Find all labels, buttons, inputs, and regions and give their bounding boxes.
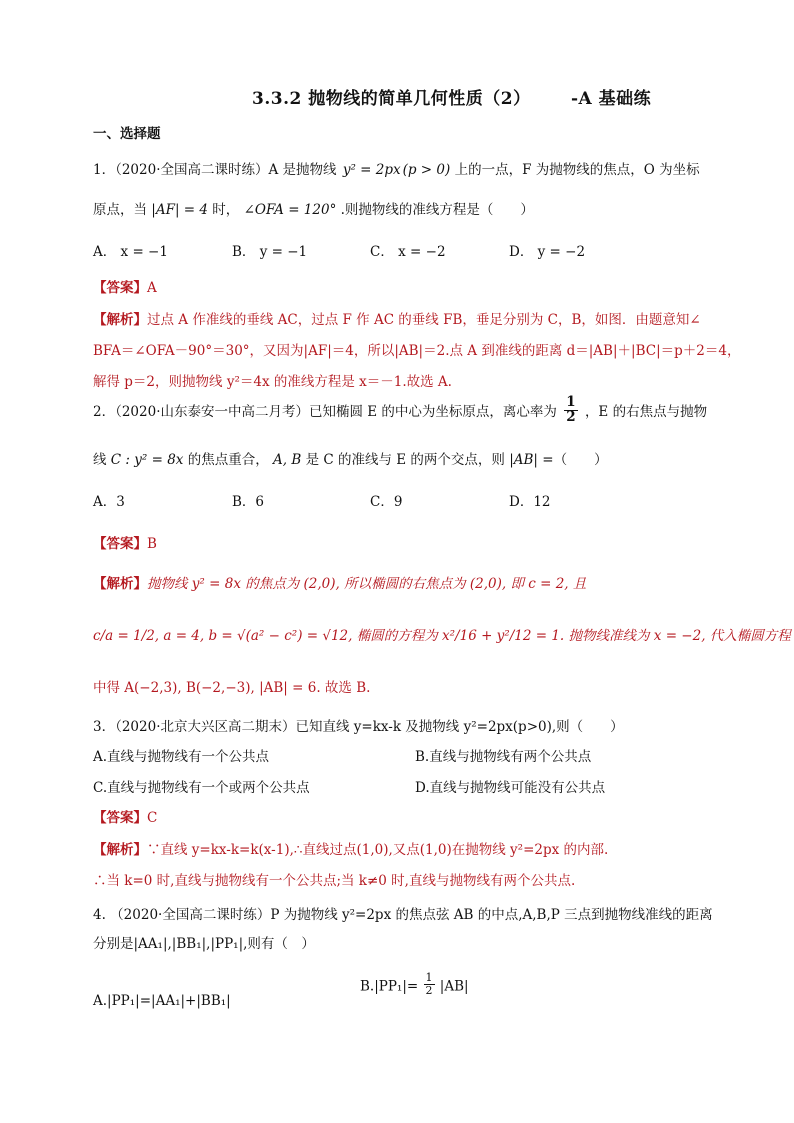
q3-analysis-label: 【解析】 (93, 842, 147, 858)
q1-analysis-label: 【解析】 (93, 312, 147, 328)
q3-analysis-line-1 (93, 838, 608, 858)
q2-line-1 (93, 396, 707, 424)
q1-angle: ∠OFA = 120° (243, 202, 337, 218)
q3-option-b: B.直线与抛物线有两个公共点 (415, 749, 592, 765)
q4-option-a: A.|PP₁|=|AA₁|+|BB₁| (93, 993, 231, 1009)
q1-option-d: D． y = −2 (509, 244, 586, 260)
q2-option-b: B．6 (232, 494, 265, 510)
q2-analysis-line-1 (93, 572, 586, 592)
q2-analysis-text-1: 抛物线 y² = 8x 的焦点为 (2,0), 所以椭圆的右焦点为 (2,0), 即 c = 2, 且 (147, 576, 587, 592)
q2-line2-b: 的焦点重合， (187, 452, 269, 468)
q4-option-b-post: |AB| (439, 978, 469, 995)
title-suffix: -A 基础练 (571, 89, 652, 109)
q1-analysis-text-1: 过点 A 作准线的垂线 AC，过点 F 作 AC 的垂线 FB，垂足分别为 C，B，如图．由题意知∠ (147, 312, 701, 328)
q1-answer-label: 【答案】 (93, 280, 147, 296)
q4-stem-line-1: 4. （2020·全国高二课时练）P 为抛物线 y²=2px 的焦点弦 AB 的中点,A,B,P 三点到抛物线准线的距离 (93, 907, 713, 923)
q2-analysis-label: 【解析】 (93, 576, 147, 592)
q1-stem-b: 上的一点，F 为抛物线的焦点，O 为坐标 (454, 162, 700, 178)
q1-option-a: A． x = −1 (93, 244, 168, 260)
q1-eq: y² = 2px (342, 162, 401, 178)
q1-line-1 (93, 158, 700, 178)
q4-option-b-num: 1 (425, 971, 433, 984)
page-title (252, 84, 651, 109)
q4-option-b (360, 971, 469, 997)
q1-analysis-line-3: 解得 p＝2，则抛物线 y²＝4x 的准线方程是 x＝－1.故选 A. (93, 374, 452, 390)
q1-line2-c: .则抛物线的准线方程是（ ） (340, 202, 534, 218)
q2-option-c: C．9 (370, 494, 403, 510)
q2-stem-b: ，E 的右焦点与抛物 (584, 404, 708, 420)
q1-line2-b: 时， (212, 202, 240, 218)
q1-line-2 (93, 198, 534, 218)
q4-option-b-fraction (424, 972, 435, 996)
q3-option-c: C.直线与抛物线有一个或两个公共点 (93, 780, 310, 796)
q2-answer (93, 532, 157, 552)
q2-line2-a: 线 (93, 452, 107, 468)
q2-option-a: A．3 (93, 494, 125, 510)
q2-option-d: D．12 (509, 494, 551, 510)
q1-cond: (p > 0) (402, 162, 451, 178)
q2-absab: |AB| (509, 452, 538, 468)
q1-analysis-line-1 (93, 308, 701, 328)
q2-parabola: C : y² = 8x (110, 452, 184, 468)
q2-analysis-line-3: 中得 A(−2,3), B(−2,−3), |AB| = 6. 故选 B. (93, 680, 371, 696)
title-main: 3.3.2 抛物线的简单几何性质（2） (252, 89, 531, 109)
q3-option-d: D.直线与抛物线可能没有公共点 (415, 780, 606, 796)
q1-option-b: B． y = −1 (232, 244, 308, 260)
q1-stem-a: 1．（2020·全国高二课时练）A 是抛物线 (93, 162, 337, 178)
q3-answer-value: C (147, 810, 158, 826)
q3-answer-label: 【答案】 (93, 810, 147, 826)
q2-eccentricity (564, 396, 577, 424)
q1-analysis-line-2: BFA＝∠OFA－90°＝30°，又因为|AF|＝4，所以|AB|＝2.点 A 到准线的距离 d＝|AB|＋|BC|＝p＋2＝4， (93, 343, 741, 359)
q2-analysis-line-2 (93, 624, 791, 644)
q2-answer-value: B (147, 536, 157, 552)
q2-ecc-den: 2 (566, 408, 576, 425)
section-heading: 一、选择题 (93, 126, 161, 142)
q3-option-a: A.直线与抛物线有一个公共点 (93, 749, 270, 765)
q3-answer (93, 806, 157, 826)
q2-answer-label: 【答案】 (93, 536, 147, 552)
q1-line2-a: 原点，当 (93, 202, 147, 218)
q2-analysis-text-2b: x²/16 + y²/12 = 1. 抛物线准线为 x = −2, 代入椭圆方程 (442, 628, 791, 644)
q2-line2-c: 是 C 的准线与 E 的两个交点，则 (305, 452, 505, 468)
q2-ecc-num: 1 (566, 394, 576, 410)
q3-stem: 3．（2020·北京大兴区高二期末）已知直线 y=kx-k 及抛物线 y²=2px(p>0),则（ ） (93, 719, 624, 735)
q4-option-b-den: 2 (425, 983, 433, 997)
q1-answer (93, 276, 157, 296)
q2-line2-d: =（ ） (542, 452, 608, 468)
q3-analysis-line-2: ∴当 k=0 时,直线与抛物线有一个公共点;当 k≠0 时,直线与抛物线有两个公共点. (93, 873, 576, 889)
q2-ab: A, B (273, 452, 302, 468)
q1-answer-value: A (147, 280, 157, 296)
q2-stem-a: 2．（2020·山东泰安一中高二月考）已知椭圆 E 的中心为坐标原点，离心率为 (93, 404, 557, 420)
q1-option-c: C． x = −2 (370, 244, 446, 260)
q4-stem-line-2: 分别是|AA₁|,|BB₁|,|PP₁|,则有（ ） (93, 936, 315, 952)
q3-analysis-text-1: ∵直线 y=kx-k=k(x-1),∴直线过点(1,0),又点(1,0)在抛物线 y²=2px 的内部. (147, 842, 609, 858)
q2-analysis-text-2a: c/a = 1/2, a = 4, b = √(a² − c²) = √12, 椭圆的方程为 (93, 628, 438, 644)
q1-af: |AF| = 4 (151, 202, 208, 218)
q4-option-b-pre: B.|PP₁|= (360, 978, 419, 995)
q2-line-2 (93, 448, 608, 468)
